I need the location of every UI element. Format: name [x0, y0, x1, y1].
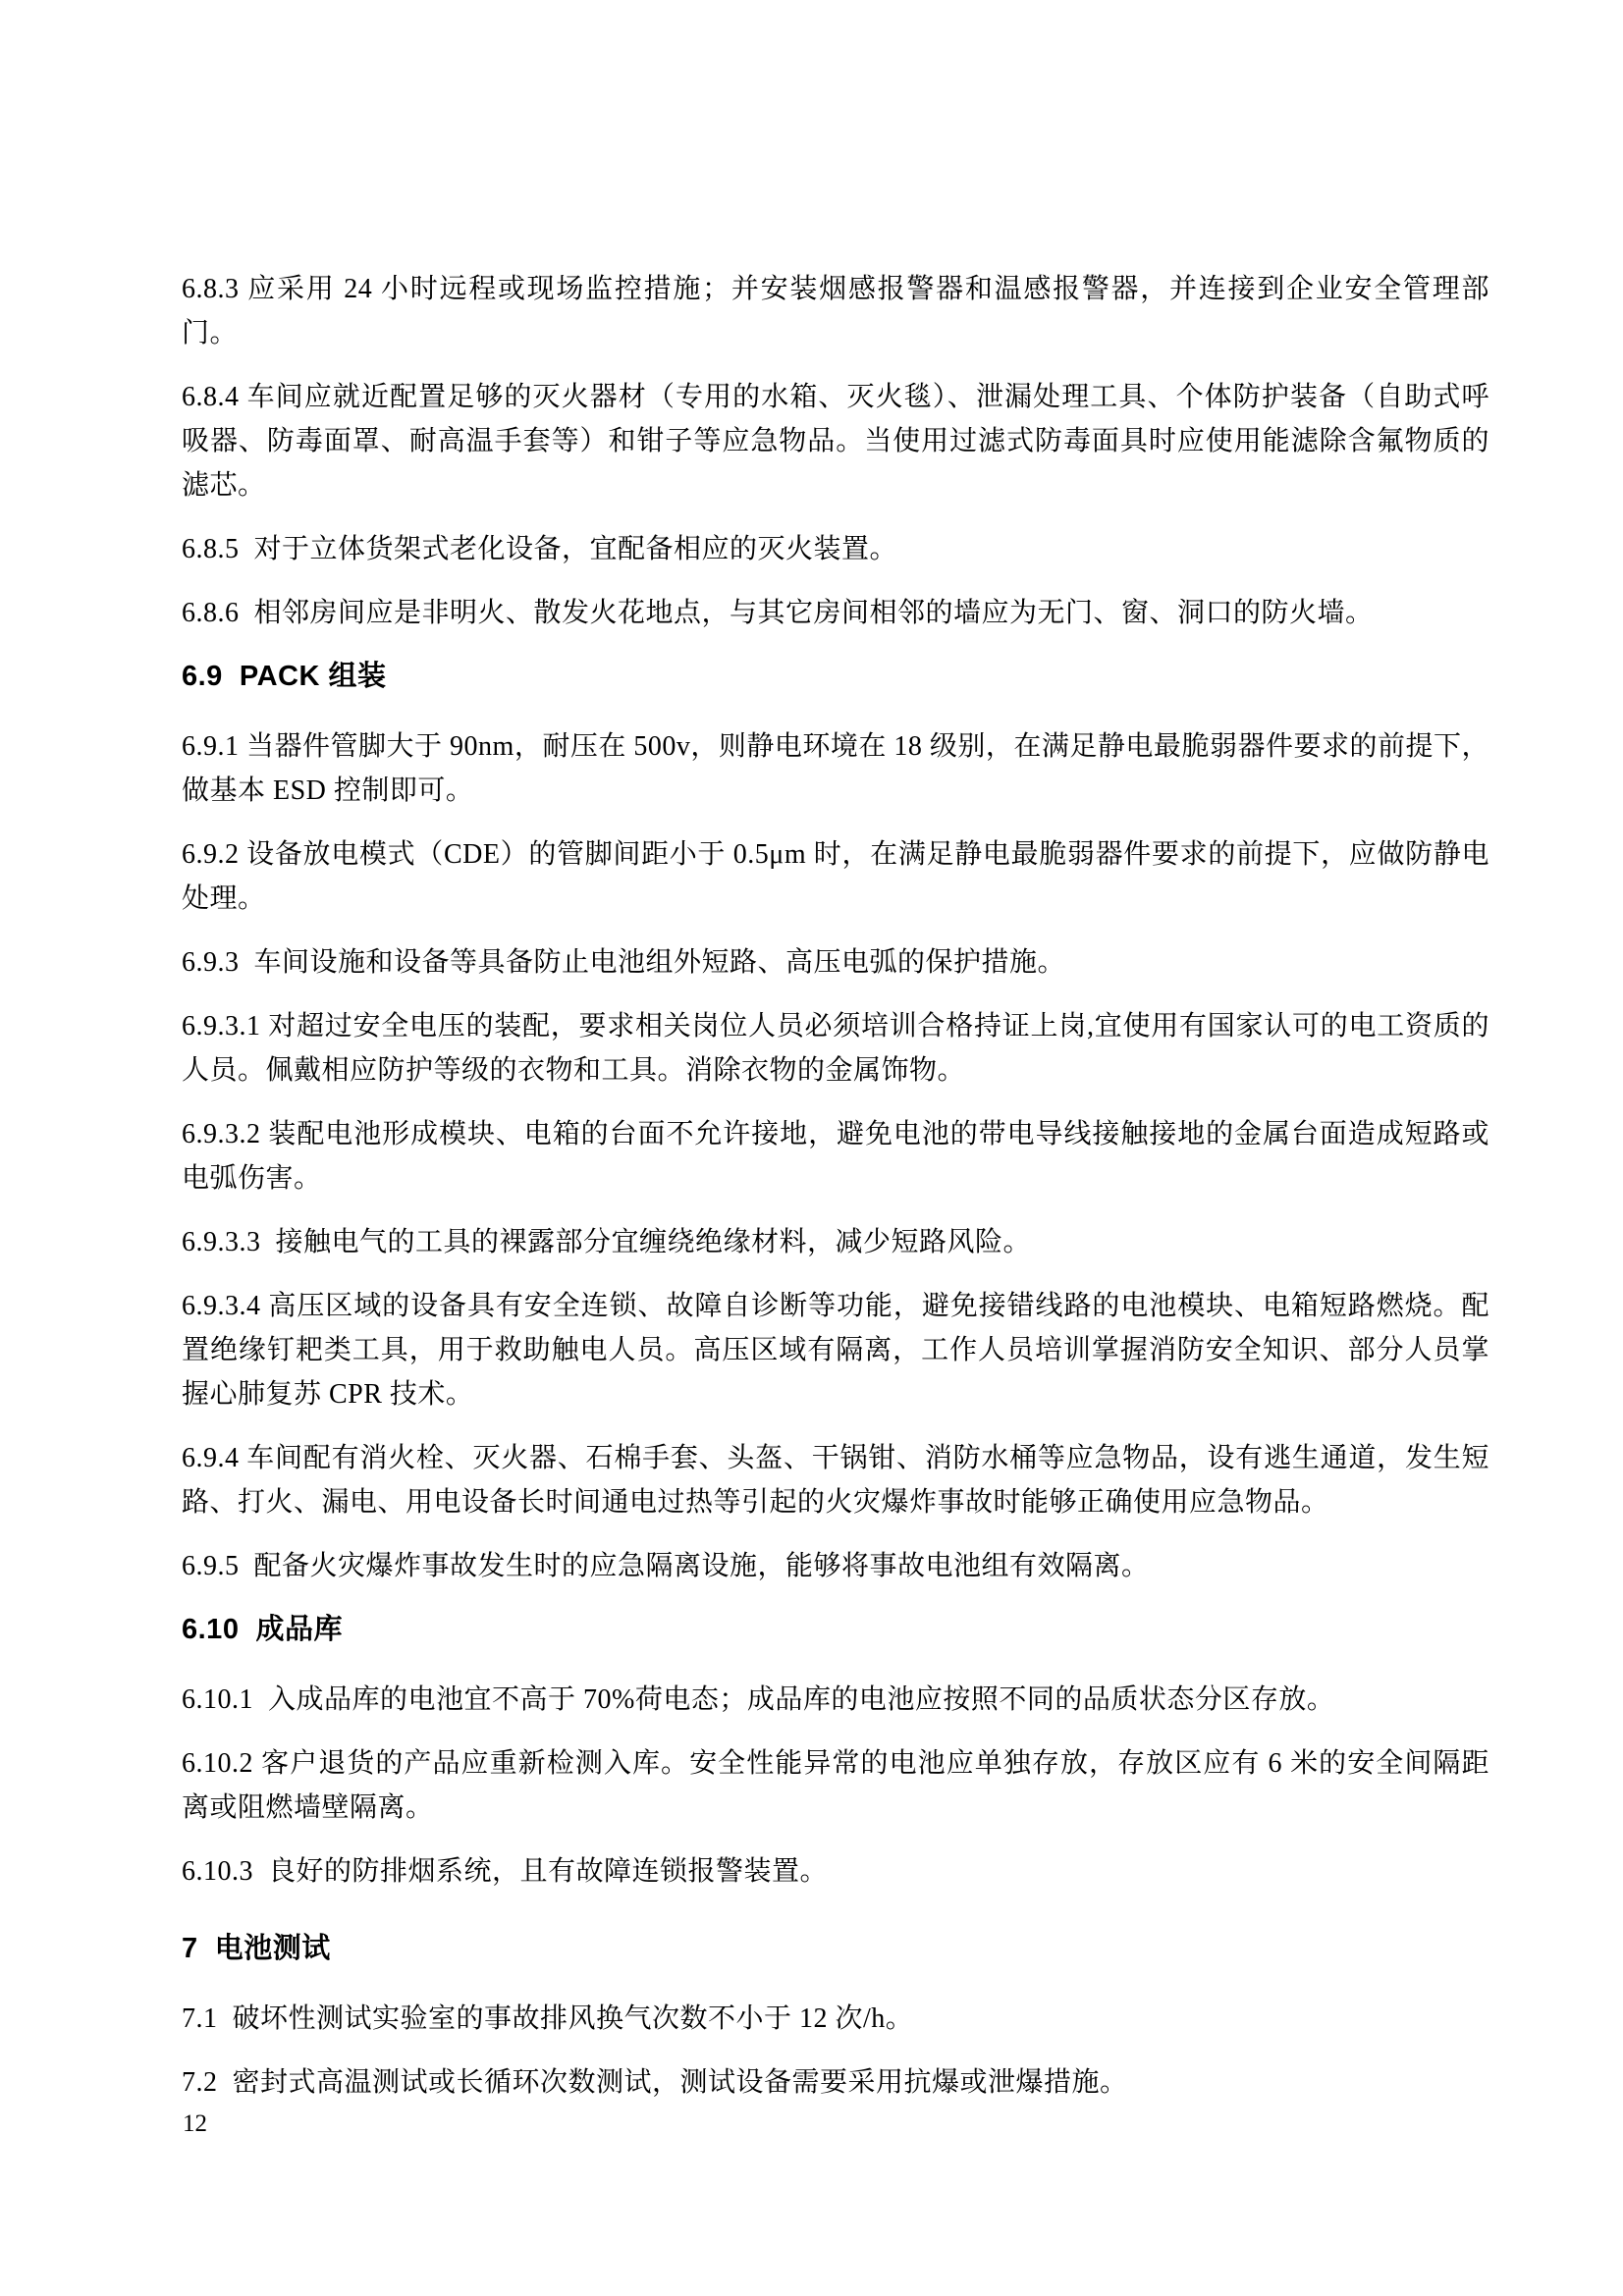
document-body — [182, 267, 1489, 2124]
clause-6-8-5: 6.8.5 对于立体货架式老化设备，宜配备相应的灭火装置。 — [182, 534, 898, 564]
heading-6-10-finished-goods-warehouse: 6.10 成品库 — [182, 1614, 344, 1645]
clause-6-9-3-3: 6.9.3.3 接触电气的工具的裸露部分宜缠绕绝缘材料，减少短路风险。 — [182, 1227, 1032, 1257]
clause-6-10-1: 6.10.1 入成品库的电池宜不高于 70%荷电态；成品库的电池应按照不同的品质状态分区存放。 — [182, 1684, 1335, 1715]
clause-6-8-4: 6.8.4 车间应就近配置足够的灭火器材（专用的水箱、灭火毯）、泄漏处理工具、个体防护装备（自助式呼吸器、防毒面罩、耐高温手套等）和钳子等应急物品。当使用过滤式防毒面具时应使用能滤除含氟物质的滤芯。 — [182, 382, 1489, 501]
clause-6-9-2: 6.9.2 设备放电模式（CDE）的管脚间距小于 0.5μm 时，在满足静电最脆弱器件要求的前提下，应做防静电处理。 — [182, 839, 1489, 914]
clause-6-8-3: 6.8.3 应采用 24 小时远程或现场监控措施；并安装烟感报警器和温感报警器，并连接到企业安全管理部门。 — [182, 274, 1489, 348]
clause-7-1: 7.1 破坏性测试实验室的事故排风换气次数不小于 12 次/h。 — [182, 2003, 914, 2034]
clause-6-9-1: 6.9.1 当器件管脚大于 90nm，耐压在 500v，则静电环境在 18 级别，在满足静电最脆弱器件要求的前提下，做基本 ESD 控制即可。 — [182, 731, 1489, 806]
clause-6-9-3-2: 6.9.3.2 装配电池形成模块、电箱的台面不允许接地，避免电池的带电导线接触接地的金属台面造成短路或电弧伤害。 — [182, 1119, 1489, 1194]
clause-6-9-5: 6.9.5 配备火灾爆炸事故发生时的应急隔离设施，能够将事故电池组有效隔离。 — [182, 1551, 1150, 1581]
clause-6-10-3: 6.10.3 良好的防排烟系统，且有故障连锁报警装置。 — [182, 1856, 829, 1887]
clause-6-8-6: 6.8.6 相邻房间应是非明火、散发火花地点，与其它房间相邻的墙应为无门、窗、洞口的防火墙。 — [182, 598, 1374, 628]
clause-6-9-3: 6.9.3 车间设施和设备等具备防止电池组外短路、高压电弧的保护措施。 — [182, 947, 1066, 978]
clause-6-9-4: 6.9.4 车间配有消火栓、灭火器、石棉手套、头盔、干锅钳、消防水桶等应急物品，设有逃生通道，发生短路、打火、漏电、用电设备长时间通电过热等引起的火灾爆炸事故时能够正确使用应急物品。 — [182, 1443, 1489, 1518]
heading-6-9-pack-assembly: 6.9 PACK 组装 — [182, 661, 387, 692]
clause-6-9-3-1: 6.9.3.1 对超过安全电压的装配，要求相关岗位人员必须培训合格持证上岗,宜使用有国家认可的电工资质的人员。佩戴相应防护等级的衣物和工具。消除衣物的金属饰物。 — [182, 1011, 1489, 1086]
clause-6-9-3-4: 6.9.3.4 高压区域的设备具有安全连锁、故障自诊断等功能，避免接错线路的电池模块、电箱短路燃烧。配置绝缘钉耙类工具，用于救助触电人员。高压区域有隔离，工作人员培训掌握消防安全知识、部分人员掌握心肺复苏 CPR 技术。 — [182, 1291, 1489, 1410]
heading-7-battery-testing: 7 电池测试 — [182, 1933, 331, 1964]
page-number: 12 — [183, 2110, 207, 2137]
clause-7-2: 7.2 密封式高温测试或长循环次数测试，测试设备需要采用抗爆或泄爆措施。 — [182, 2067, 1128, 2098]
clause-6-10-2: 6.10.2 客户退货的产品应重新检测入库。安全性能异常的电池应单独存放，存放区应有 6 米的安全间隔距离或阻燃墙壁隔离。 — [182, 1748, 1489, 1823]
